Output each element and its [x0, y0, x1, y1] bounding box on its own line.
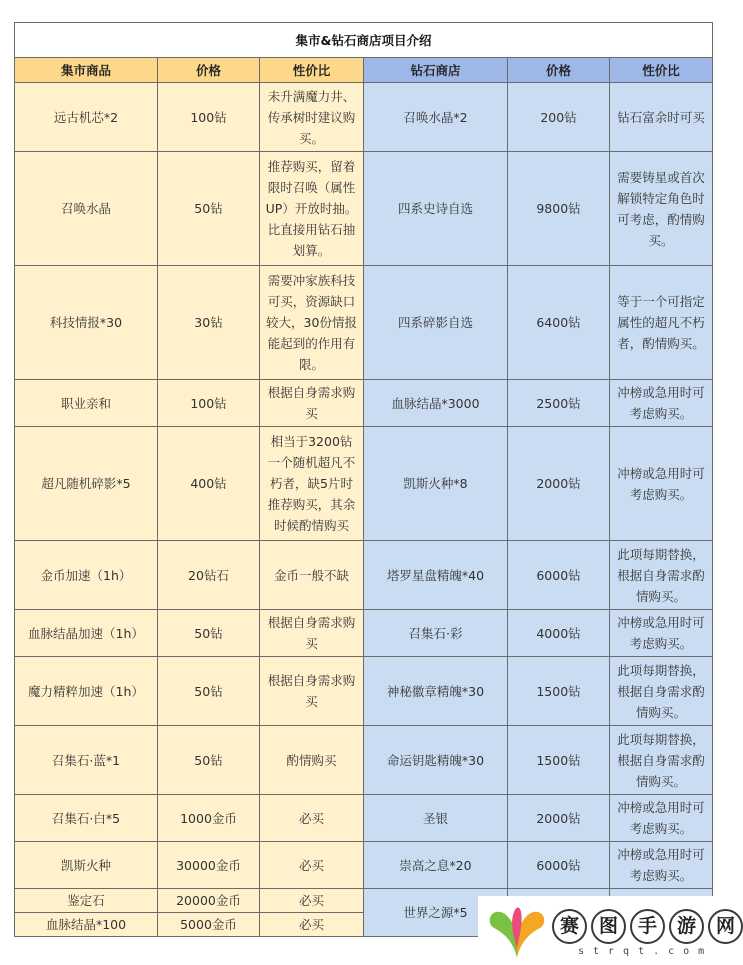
table-row — [15, 657, 713, 726]
market-price: 20钻石 — [158, 541, 260, 610]
market-value: 必买 — [260, 889, 364, 913]
diamond-item: 塔罗星盘精魄*40 — [364, 541, 508, 610]
market-item: 凯斯火种 — [15, 842, 158, 889]
header-row — [15, 58, 713, 83]
table-row — [15, 610, 713, 657]
watermark-char: 手 — [630, 909, 665, 944]
table-row — [15, 427, 713, 541]
diamond-price: 1500钻 — [508, 657, 610, 726]
market-item: 职业亲和 — [15, 380, 158, 427]
market-price: 50钻 — [158, 152, 260, 266]
diamond-price: 4000钻 — [508, 610, 610, 657]
watermark-logo — [478, 896, 735, 965]
header-market-price: 价格 — [158, 58, 260, 83]
diamond-value: 冲榜或急用时可考虑购买。 — [610, 610, 713, 657]
diamond-value: 此项每期替换，根据自身需求酌情购买。 — [610, 541, 713, 610]
market-value: 根据自身需求购买 — [260, 380, 364, 427]
watermark-domain: strqt.com — [578, 946, 714, 957]
market-value: 需要冲家族科技可买，资源缺口较大，30份情报能起到的作用有限。 — [260, 266, 364, 380]
watermark-char: 游 — [669, 909, 704, 944]
diamond-price: 6400钻 — [508, 266, 610, 380]
market-value: 推荐购买，留着限时召唤（属性UP）开放时抽。比直接用钻石抽划算。 — [260, 152, 364, 266]
table-row — [15, 795, 713, 842]
market-price: 30000金币 — [158, 842, 260, 889]
market-value: 必买 — [260, 842, 364, 889]
diamond-value: 需要铸星或首次解锁特定角色时可考虑，酌情购买。 — [610, 152, 713, 266]
watermark-char: 赛 — [552, 909, 587, 944]
market-price: 50钻 — [158, 610, 260, 657]
diamond-price: 6000钻 — [508, 842, 610, 889]
diamond-value: 冲榜或急用时可考虑购买。 — [610, 795, 713, 842]
market-value: 根据自身需求购买 — [260, 657, 364, 726]
diamond-item: 四系碎影自选 — [364, 266, 508, 380]
market-price: 20000金币 — [158, 889, 260, 913]
diamond-value: 钻石富余时可买 — [610, 83, 713, 152]
header-diamond-value: 性价比 — [610, 58, 713, 83]
market-item: 科技情报*30 — [15, 266, 158, 380]
market-price: 100钻 — [158, 83, 260, 152]
header-market-value: 性价比 — [260, 58, 364, 83]
diamond-price: 2000钻 — [508, 795, 610, 842]
watermark-char: 图 — [591, 909, 626, 944]
market-price: 100钻 — [158, 380, 260, 427]
table-row — [15, 380, 713, 427]
table-row — [15, 541, 713, 610]
market-price: 30钻 — [158, 266, 260, 380]
shop-comparison-table — [14, 22, 713, 937]
market-value: 必买 — [260, 795, 364, 842]
table-row — [15, 152, 713, 266]
market-item: 远古机芯*2 — [15, 83, 158, 152]
leaf-logo-icon — [486, 904, 548, 960]
market-value: 根据自身需求购买 — [260, 610, 364, 657]
table-row — [15, 266, 713, 380]
header-diamond-item: 钻石商店 — [364, 58, 508, 83]
diamond-item: 圣银 — [364, 795, 508, 842]
diamond-value: 此项每期替换，根据自身需求酌情购买。 — [610, 657, 713, 726]
market-item: 魔力精粹加速（1h） — [15, 657, 158, 726]
diamond-value: 冲榜或急用时可考虑购买。 — [610, 427, 713, 541]
market-value: 必买 — [260, 913, 364, 937]
diamond-price: 1500钻 — [508, 726, 610, 795]
diamond-item: 命运钥匙精魄*30 — [364, 726, 508, 795]
diamond-item: 凯斯火种*8 — [364, 427, 508, 541]
market-value: 相当于3200钻一个随机超凡不朽者，缺5片时推荐购买，其余时候酌情购买 — [260, 427, 364, 541]
market-item: 金币加速（1h） — [15, 541, 158, 610]
diamond-item: 神秘徽章精魄*30 — [364, 657, 508, 726]
market-item: 超凡随机碎影*5 — [15, 427, 158, 541]
market-price: 50钻 — [158, 726, 260, 795]
diamond-item: 召集石·彩 — [364, 610, 508, 657]
market-item: 鉴定石 — [15, 889, 158, 913]
market-item: 召集石·白*5 — [15, 795, 158, 842]
table-title: 集市&钻石商店项目介绍 — [15, 23, 713, 58]
diamond-value: 此项每期替换，根据自身需求酌情购买。 — [610, 726, 713, 795]
diamond-price: 9800钻 — [508, 152, 610, 266]
diamond-value: 冲榜或急用时可考虑购买。 — [610, 380, 713, 427]
market-price: 400钻 — [158, 427, 260, 541]
market-value: 未升满魔力井、传承树时建议购买。 — [260, 83, 364, 152]
diamond-item: 崇高之息*20 — [364, 842, 508, 889]
diamond-price: 2500钻 — [508, 380, 610, 427]
diamond-value: 冲榜或急用时可考虑购买。 — [610, 842, 713, 889]
diamond-item: 世界之源*5 — [364, 889, 508, 937]
diamond-price: 6000钻 — [508, 541, 610, 610]
market-item: 召唤水晶 — [15, 152, 158, 266]
market-price: 1000金币 — [158, 795, 260, 842]
diamond-item: 血脉结晶*3000 — [364, 380, 508, 427]
market-value: 金币一般不缺 — [260, 541, 364, 610]
market-price: 50钻 — [158, 657, 260, 726]
market-price: 5000金币 — [158, 913, 260, 937]
diamond-price: 200钻 — [508, 83, 610, 152]
table-row — [15, 842, 713, 889]
header-market-item: 集市商品 — [15, 58, 158, 83]
market-item: 召集石·蓝*1 — [15, 726, 158, 795]
diamond-item: 四系史诗自选 — [364, 152, 508, 266]
market-item: 血脉结晶*100 — [15, 913, 158, 937]
table-row — [15, 726, 713, 795]
watermark-text — [552, 909, 743, 944]
header-diamond-price: 价格 — [508, 58, 610, 83]
diamond-item: 召唤水晶*2 — [364, 83, 508, 152]
market-value: 酌情购买 — [260, 726, 364, 795]
table-row — [15, 83, 713, 152]
watermark-char: 网 — [708, 909, 743, 944]
diamond-value: 等于一个可指定属性的超凡不朽者，酌情购买。 — [610, 266, 713, 380]
diamond-price: 2000钻 — [508, 427, 610, 541]
market-item: 血脉结晶加速（1h） — [15, 610, 158, 657]
